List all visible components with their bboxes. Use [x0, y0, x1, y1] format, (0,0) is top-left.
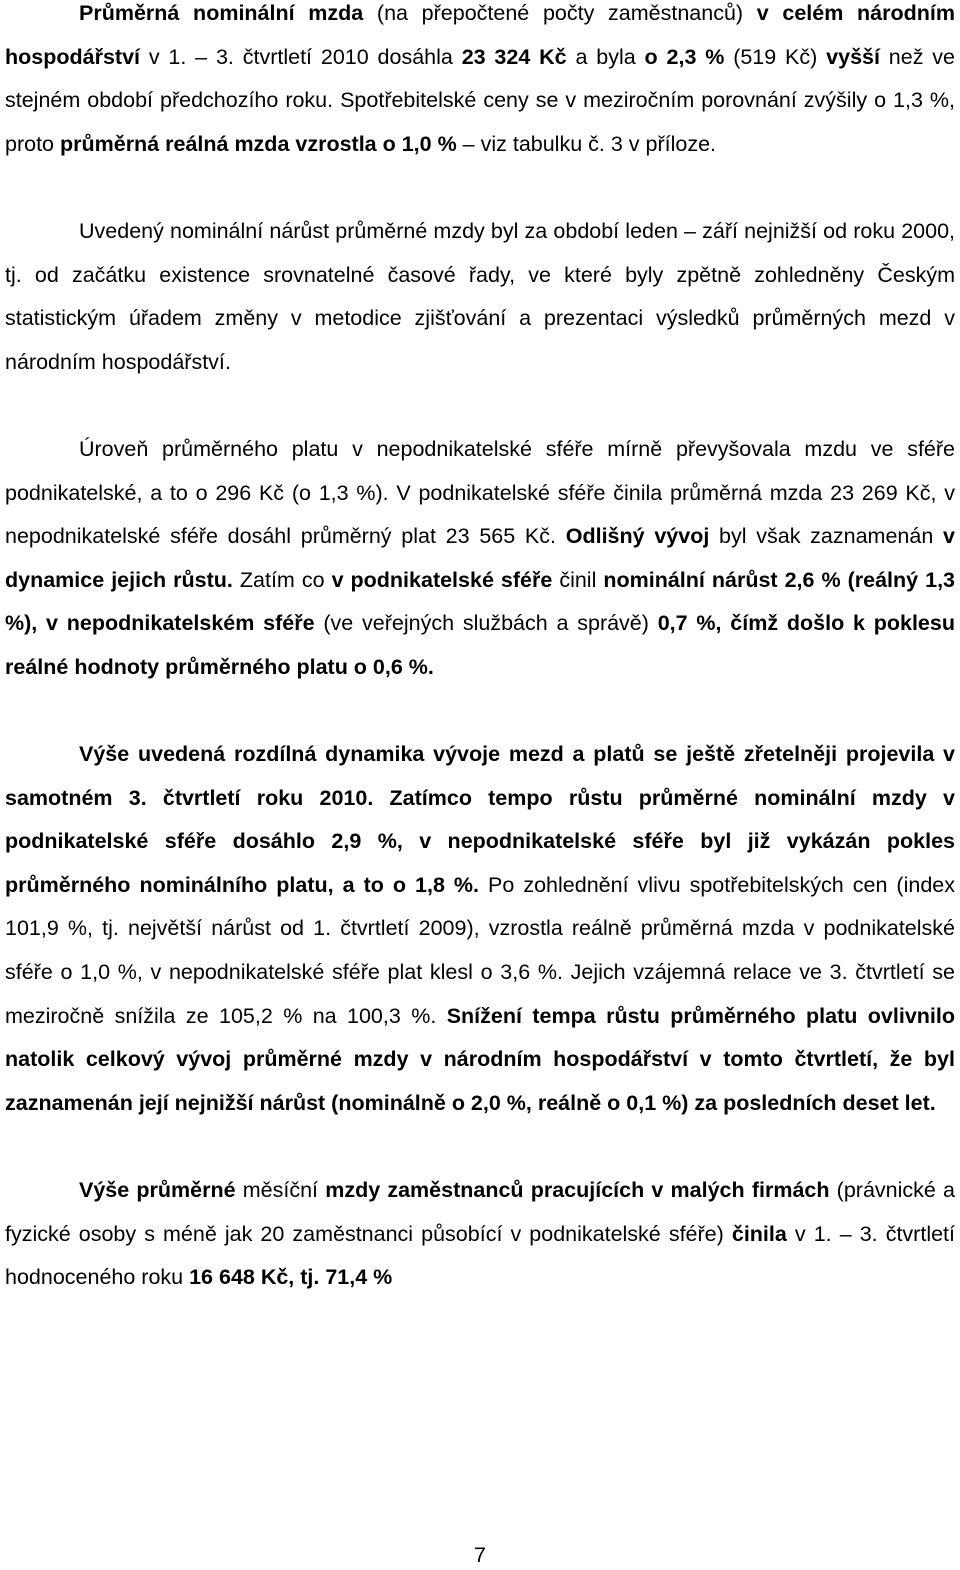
text-segment: Uvedený nominální nárůst průměrné mzdy byl za období leden – září nejnižší od roku 2000, tj. od začátku existence srovnatelné časové řady, ve které byly zpětně zohledněny Českým statistickým úřadem změny v metodice zjišťování a prezentaci výsledků průměrných mezd v národním hospodářství.: [5, 218, 955, 374]
text-segment: v 1. – 3. čtvrtletí hodnoceného roku: [5, 1221, 955, 1290]
text-segment: měsíční: [235, 1178, 326, 1203]
paragraph-average-nominal-wage: [5, 0, 955, 166]
bold-text-segment: 16 648 Kč, tj. 71,4 %: [189, 1265, 393, 1290]
text-segment: – viz tabulku č. 3 v příloze.: [456, 131, 716, 156]
page-number: 7: [474, 1543, 486, 1567]
document-page: [5, 0, 955, 1300]
text-segment: a byla: [566, 44, 645, 69]
bold-text-segment: o 2,3 %: [644, 44, 725, 69]
bold-text-segment: průměrná reálná mzda vzrostla o 1,0 %: [59, 131, 457, 156]
paragraph-small-firms-wage: [5, 1169, 955, 1300]
text-segment: byl však zaznamenán: [709, 524, 944, 549]
text-segment: (ve veřejných službách a správě): [314, 611, 658, 636]
paragraph-public-vs-business-sector: [5, 428, 955, 690]
paragraph-third-quarter-dynamics: [5, 733, 955, 1125]
bold-text-segment: Snížení tempa růstu průměrného platu ovlivnilo natolik celkový vývoj průměrné mzdy v národním hospodářství v tomto čtvrtletí, že byl zaznamenán její nejnižší nárůst (nominálně o 2,0 %, reálně o 0,1 %) za posledních deset let.: [5, 1003, 955, 1115]
bold-text-segment: 0,7 %, čímž došlo k poklesu reálné hodnoty průměrného platu o 0,6 %.: [5, 611, 955, 679]
bold-text-segment: vyšší: [826, 44, 880, 69]
text-segment: než ve stejném období předchozího roku. Spotřebitelské ceny se v meziročním porovnání zvýšily o 1,3 %, proto: [5, 44, 956, 156]
bold-text-segment: v podnikatelské sféře: [331, 567, 553, 592]
text-segment: Po zohlednění vlivu spotřebitelských cen (index 101,9 %, tj. největší nárůst od 1. čtvrtletí 2009), vzrostla reálně průměrná mzda v podnikatelské sféře o 1,0 %, v nepodnikatelské sféře plat klesl o 3,6 %. Jejich vzájemná relace ve 3. čtvrtletí se meziročně snížila ze 105,2 % na 100,3 %.: [5, 872, 955, 1028]
text-segment: Úroveň průměrného platu v nepodnikatelské sféře mírně převyšovala mzdu ve sféře podnikatelské, a to o 296 Kč (o 1,3 %). V podnikatelské sféře činila průměrná mzda 23 269 Kč, v nepodnikatelské sféře dosáhl průměrný plat 23 565 Kč.: [5, 436, 955, 549]
bold-text-segment: mzdy zaměstnanců pracujících v malých firmách: [325, 1178, 830, 1203]
bold-text-segment: Výše průměrné: [79, 1178, 236, 1203]
text-segment: (519 Kč): [724, 44, 827, 69]
text-segment: v 1. – 3. čtvrtletí 2010 dosáhla: [140, 44, 462, 69]
bold-text-segment: v dynamice jejich růstu.: [5, 524, 955, 592]
bold-text-segment: činila: [731, 1221, 787, 1246]
paragraph-lowest-growth-since-2000: [5, 210, 955, 384]
bold-text-segment: Výše uvedená rozdílná dynamika vývoje mezd a platů se ještě zřetelněji projevila v samotném 3. čtvrtletí roku 2010. Zatímco tempo růstu průměrné nominální mzdy v podnikatelské sféře dosáhlo 2,9 %, v nepodnikatelské sféře byl již vykázán pokles průměrného nominálního platu, a to o 1,8 %.: [5, 742, 955, 897]
bold-text-segment: v celém národním hospodářství: [5, 1, 955, 69]
bold-text-segment: Odlišný vývoj: [565, 524, 710, 549]
text-segment: činil: [552, 567, 604, 592]
text-segment: (na přepočtené počty zaměstnanců): [363, 1, 757, 25]
bold-text-segment: Průměrná nominální mzda: [79, 1, 364, 25]
bold-text-segment: 23 324 Kč: [461, 44, 567, 69]
text-segment: (právnické a fyzické osoby s méně jak 20 zaměstnanci působící v podnikatelské sféře): [5, 1178, 955, 1246]
bold-text-segment: nominální nárůst 2,6 % (reálný 1,3 %), v nepodnikatelském sféře: [5, 567, 956, 636]
text-segment: Zatím co: [232, 567, 332, 592]
